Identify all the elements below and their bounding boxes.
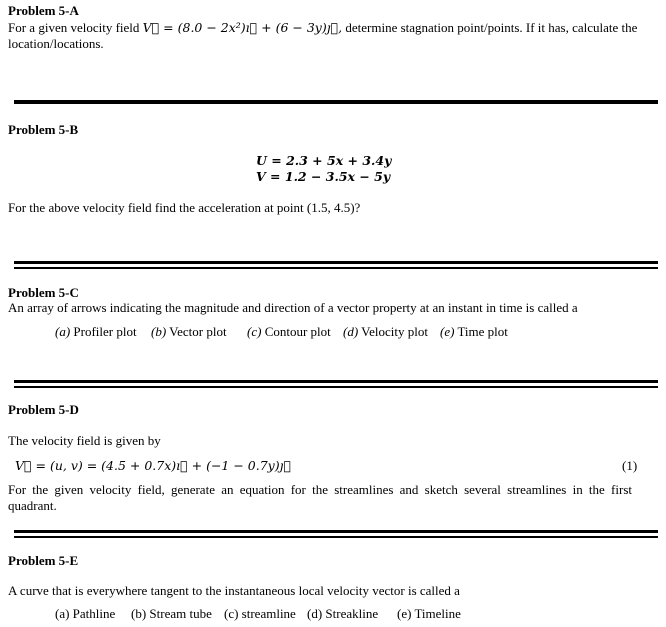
problem-5c-option-c xyxy=(247,324,331,340)
problem-5c-question: An array of arrows indicating the magnitude and direction of a vector property at an instant in time is called a xyxy=(8,300,578,315)
option-letter: (d) xyxy=(343,324,359,339)
separator-double-top xyxy=(14,530,658,533)
problem-5b-title: Problem 5-B xyxy=(8,122,79,137)
option-letter: (a) xyxy=(55,324,71,339)
separator-double-top xyxy=(14,380,658,383)
problem-5c-title: Problem 5-C xyxy=(8,285,79,300)
problem-5e-option-c: (c) streamline xyxy=(224,606,296,621)
separator-double-bottom xyxy=(14,386,658,388)
option-text: Vector plot xyxy=(166,324,227,339)
problem-5e-question: A curve that is everywhere tangent to the instantaneous local velocity vector is called a xyxy=(8,583,460,598)
separator-thick xyxy=(14,100,658,104)
separator-double-bottom xyxy=(14,536,658,538)
problem-5b-equation-u: U = 2.3 + 5x + 3.4y xyxy=(256,153,392,168)
problem-5a-text xyxy=(8,20,658,36)
option-text: Time plot xyxy=(454,324,508,339)
problem-5a-text-pre: For a given velocity field xyxy=(8,20,143,35)
problem-5b-question: For the above velocity field find the acceleration at point (1.5, 4.5)? xyxy=(8,200,361,215)
separator-double-top xyxy=(14,261,658,264)
problem-5a-formula: V⃗ = (8.0 − 2x²)ı⃗ + (6 − 3y)ȷ⃗, xyxy=(142,20,343,35)
problem-5d-title: Problem 5-D xyxy=(8,402,79,417)
problem-5c-option-d xyxy=(343,324,428,340)
problem-5e-option-d: (d) Streakline xyxy=(307,606,379,621)
option-text: Velocity plot xyxy=(358,324,428,339)
problem-5d-equation-number: (1) xyxy=(622,458,638,473)
problem-5d-intro: The velocity field is given by xyxy=(8,433,161,448)
problem-5d-question-line1: For the given velocity field, generate an equation for the streamlines and sketch several streamlines in the first xyxy=(8,482,632,497)
problem-5e-option-e: (e) Timeline xyxy=(397,606,461,621)
problem-5a-text-post: determine stagnation point/points. If it has, calculate the xyxy=(342,20,638,35)
option-text: Contour plot xyxy=(261,324,331,339)
problem-5b-equation-v: V = 1.2 − 3.5x − 5y xyxy=(256,169,391,184)
option-letter: (b) xyxy=(151,324,167,339)
separator-double-bottom xyxy=(14,267,658,269)
problem-5e-option-a: (a) Pathline xyxy=(55,606,116,621)
problem-5e-title: Problem 5-E xyxy=(8,553,79,568)
problem-5c-option-e xyxy=(440,324,508,340)
option-text: Profiler plot xyxy=(70,324,137,339)
problem-5a-text-line2: location/locations. xyxy=(8,36,104,51)
problem-5d-question-line2: quadrant. xyxy=(8,498,57,513)
option-letter: (c) xyxy=(247,324,262,339)
problem-5e-option-b: (b) Stream tube xyxy=(131,606,212,621)
option-letter: (e) xyxy=(440,324,455,339)
problem-5c-option-b xyxy=(151,324,227,340)
problem-5a-title: Problem 5-A xyxy=(8,3,79,18)
problem-5c-option-a xyxy=(55,324,137,340)
problem-5d-equation: V⃗ = (u, v) = (4.5 + 0.7x)ı⃗ + (−1 − 0.7y)ȷ⃗ xyxy=(15,458,292,473)
